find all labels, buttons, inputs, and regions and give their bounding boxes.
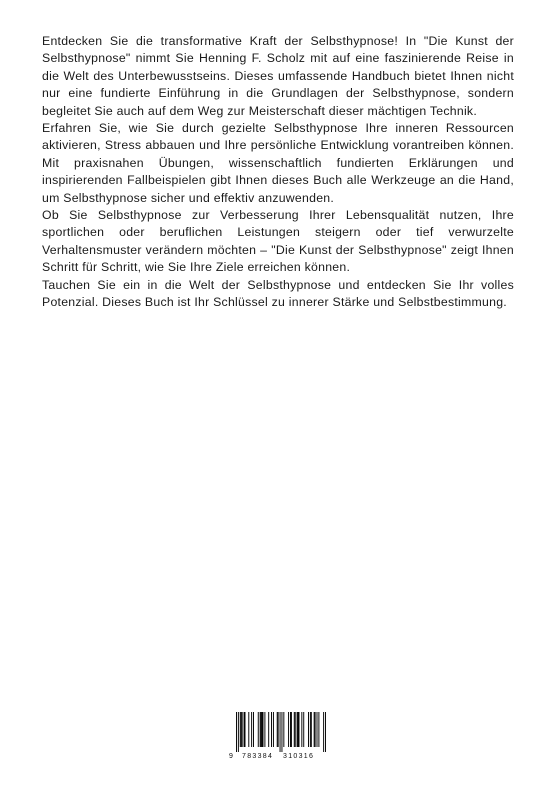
isbn-barcode [228, 712, 330, 764]
barcode-bar [310, 712, 311, 747]
barcode-bar [280, 712, 281, 752]
barcode-bar [315, 712, 316, 747]
barcode-digits [228, 752, 330, 762]
blurb-paragraph-2: Erfahren Sie, wie Sie durch gezielte Selbsthypnose Ihre inneren Ressourcen aktivieren, Stress abbauen und Ihre persönliche Entwicklung vorantreiben können. Mit praxisnahen Übungen, wissenschaftlich fundierten Erklärungen und inspirierenden Fallbeispielen gibt Ihnen dieses Buch alle Werkzeuge an die Hand, um Selbsthypnose sicher und effektiv anzuwenden. [42, 121, 514, 205]
barcode-bar [325, 712, 326, 752]
barcode-bar [295, 712, 296, 747]
barcode-bar [288, 712, 289, 747]
barcode-digits-right: 310316 [283, 753, 315, 760]
barcode-bar [242, 712, 243, 747]
barcode-bar [317, 712, 318, 747]
barcode-bar [278, 712, 279, 747]
barcode-bar [281, 712, 282, 752]
barcode-bar [323, 712, 324, 752]
back-cover-blurb [42, 33, 514, 312]
barcode-bar [294, 712, 295, 747]
barcode-bar [240, 712, 241, 747]
barcode-bar [264, 712, 265, 747]
barcode-bar [283, 712, 284, 747]
barcode-bar [268, 712, 269, 747]
barcode-bars [236, 712, 326, 752]
barcode-bar [244, 712, 245, 747]
barcode-bar [258, 712, 259, 747]
barcode-bar [297, 712, 298, 747]
barcode-bar [301, 712, 302, 747]
barcode-bar [314, 712, 315, 747]
barcode-bar [311, 712, 312, 747]
blurb-paragraph-4: Tauchen Sie ein in die Welt der Selbsthypnose und entdecken Sie Ihr volles Potenzial. Dieses Buch ist Ihr Schlüssel zu innerer Stärke und Selbstbestimmung. [42, 277, 514, 310]
barcode-bar [277, 712, 278, 747]
barcode-bar [290, 712, 291, 747]
barcode-bar [291, 712, 292, 747]
barcode-bar [318, 712, 319, 747]
barcode-bar [253, 712, 254, 747]
barcode-digit-first: 9 [229, 753, 233, 760]
barcode-bar [261, 712, 262, 747]
barcode-bar [263, 712, 264, 747]
barcode-bar [303, 712, 304, 747]
barcode-digits-left: 783384 [242, 753, 274, 760]
barcode-bar [260, 712, 261, 747]
barcode-bar [241, 712, 242, 747]
barcode-bar [308, 712, 309, 747]
barcode-bar [251, 712, 252, 747]
barcode-bar [245, 712, 246, 747]
barcode-bar [298, 712, 299, 747]
barcode-bar [238, 712, 239, 752]
blurb-paragraph-1: Entdecken Sie die transformative Kraft der Selbsthypnose! In "Die Kunst der Selbsthypnose" nimmt Sie Henning F. Scholz mit auf eine faszinierende Reise in die Welt des Unterbewusstseins. Dieses umfassende Handbuch bietet Ihnen nicht nur eine fundierte Einführung in die Grundlagen der Selbsthypnose, sondern begleitet Sie auch auf dem Weg zur Meisterschaft dieser mächtigen Technik. [42, 34, 514, 118]
barcode-bar [262, 712, 263, 747]
blurb-paragraph-3: Ob Sie Selbsthypnose zur Verbesserung Ihrer Lebensqualität nutzen, Ihre sportlichen oder beruflichen Leistungen steigern oder tief verwurzelte Verhaltensmuster verändern möchten – "Die Kunst der Selbsthypnose" zeigt Ihnen Schritt für Schritt, wie Sie Ihre Ziele erreichen können. [42, 208, 514, 275]
barcode-bar [271, 712, 272, 747]
barcode-bar [299, 712, 300, 747]
barcode-bar [273, 712, 274, 747]
barcode-bar [248, 712, 249, 747]
barcode-bar [236, 712, 237, 752]
